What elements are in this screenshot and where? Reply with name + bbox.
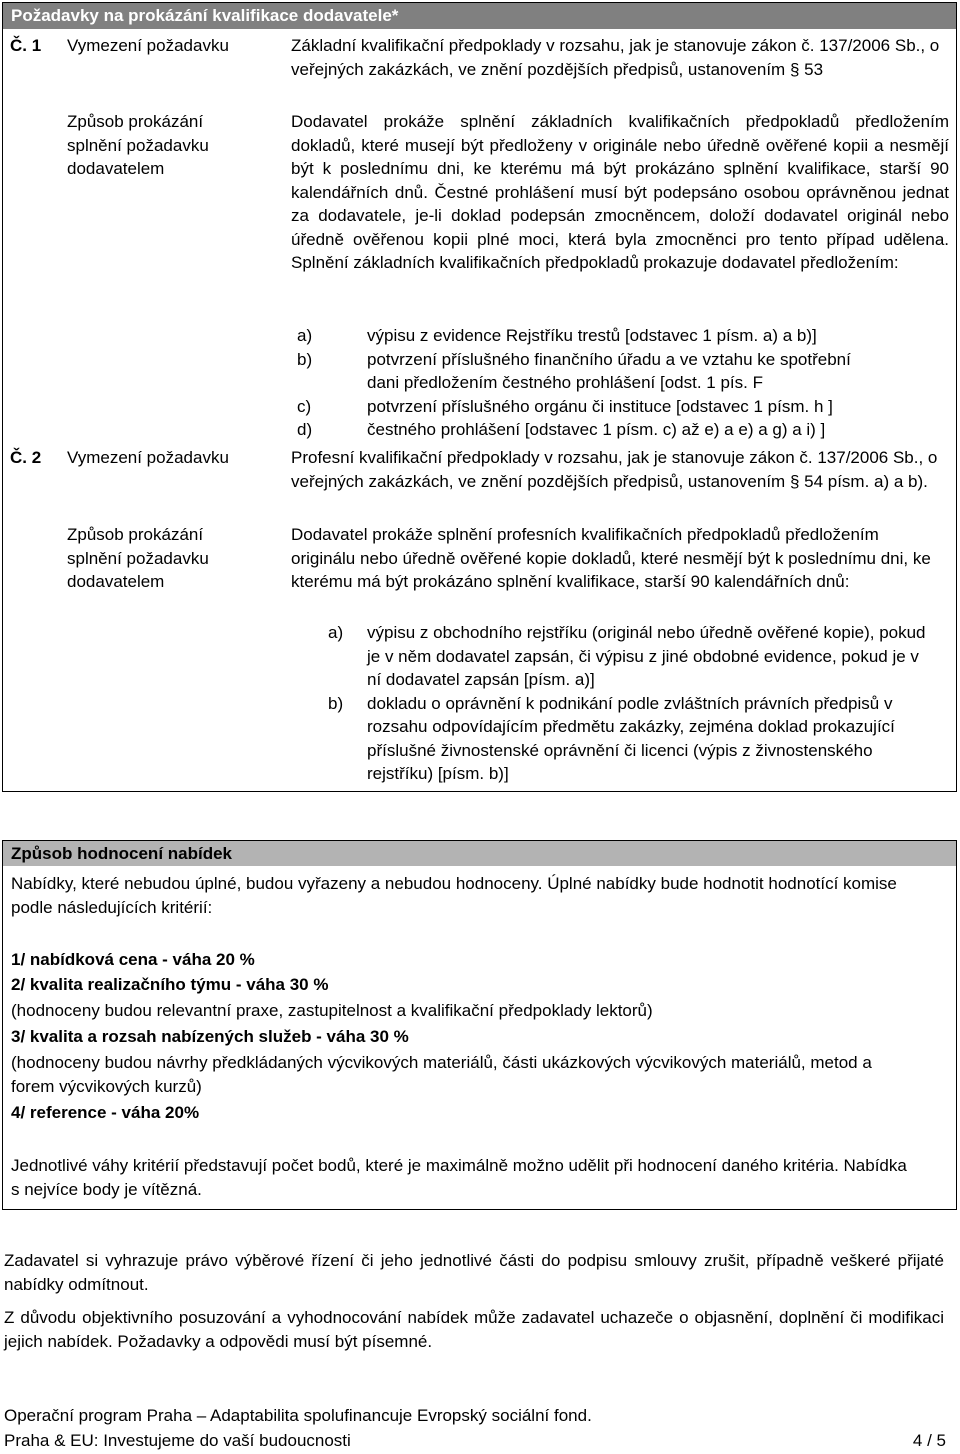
list-item-letter: a)	[297, 326, 313, 345]
list-item-text: dokladu o oprávnění k podnikání podle zvláštních právních předpisů v rozsahu odpovídajícím předmětu zakázky, zejména doklad prokazující příslušné živnostenské oprávnění či licenci (výpis z živnostenského rejstříku) [písm. b)]	[367, 693, 895, 783]
paragraph-clarification: Z důvodu objektivního posuzování a vyhodnocování nabídek může zadavatel uchazeče o objasnění, doplnění či modifikaci jejich nabídek. Požadavky a odpovědi musí být písemné.	[4, 1308, 944, 1351]
paragraph-cancel-right: Zadavatel si vyhrazuje právo výběrové řízení či jeho jednotlivé části do podpisu smlouvy zrušit, případně veškeré přijaté nabídky odmítnout.	[4, 1251, 944, 1294]
section-1-body: Dodavatel prokáže splnění základních kvalifikačních předpokladů předložením dokladů, které musejí být předloženy v originále nebo úředně ověřené kopii a nesmějí být k poslednímu dni, ke kterému má být prokázáno splnění kvalifikace, starší 90 kalendářních dnů. Čestné prohlášení musí být podepsáno osobou oprávněnou jednat za dodavatele, je-li doklad podepsán zmocněncem, doloží dodavatel originál nebo úředně ověřenou kopii plné moci, která byla zmocněnci pro tento případ udělena. Splnění základních kvalifikačních předpokladů prokazuje dodavatel předložením:	[291, 112, 949, 272]
list-item-letter: b)	[297, 349, 313, 369]
section-1-label: Č. 1	[10, 36, 42, 55]
criterion-1: 1/ nabídková cena - váha 20 %	[11, 950, 255, 969]
list-item-text: výpisu z obchodního rejstříku (originál nebo úředně ověřené kopie), pokud je v něm dodavatel zapsán, či výpisu z jiné obdobné evidence, pokud je v ní dodavatel zapsán [písm. a)]	[367, 623, 926, 689]
section-2-label: Č. 2	[10, 448, 42, 467]
section-2-zpusob-label: Způsob prokázání splnění požadavku dodavatelem	[67, 525, 209, 591]
list-item	[328, 692, 928, 786]
list-item-letter: d)	[297, 420, 313, 439]
list-item	[297, 395, 951, 419]
criterion-2: 2/ kvalita realizačního týmu - váha 30 %	[11, 975, 329, 994]
list-item-text: potvrzení příslušného orgánu či instituce [odstavec 1 písm. h ]	[367, 396, 833, 416]
list-item	[328, 621, 928, 692]
page-number: 4 / 5	[912, 1431, 946, 1450]
list-item-letter: b)	[328, 693, 344, 713]
section-2-vymezeni-label: Vymezení požadavku	[67, 448, 229, 467]
section-1-list	[297, 324, 951, 442]
list-item	[297, 324, 951, 348]
criterion-3-note: (hodnoceny budou návrhy předkládaných výcvikových materiálů, části ukázkových výcvikových materiálů, metod a forem výcvikových kurzů)	[11, 1053, 872, 1096]
evaluation-outro: Jednotlivé váhy kritérií představují počet bodů, které je maximálně možno udělit při hodnocení daného kritéria. Nabídka s nejvíce body je vítězná.	[11, 1156, 907, 1199]
list-item-text: čestného prohlášení [odstavec 1 písm. c) až e) a e) a g) a i) ]	[367, 420, 826, 439]
section-2-list	[328, 621, 928, 786]
list-item	[297, 348, 951, 395]
section-2-vymezeni-text: Profesní kvalifikační předpoklady v rozsahu, jak je stanovuje zákon č. 137/2006 Sb., o veřejných zakázkách, ve znění pozdějších předpisů, ustanovením § 54 písm. a) a b).	[291, 448, 938, 491]
qualification-header: Požadavky na prokázání kvalifikace dodavatele*	[3, 3, 956, 29]
footer-slogan: Praha & EU: Investujeme do vaší budoucnosti	[4, 1431, 351, 1450]
section-1-zpusob-label: Způsob prokázání splnění požadavku dodavatelem	[67, 112, 209, 178]
criterion-3: 3/ kvalita a rozsah nabízených služeb - váha 30 %	[11, 1027, 409, 1046]
evaluation-header: Způsob hodnocení nabídek	[3, 841, 956, 866]
list-item-text: potvrzení příslušného finančního úřadu a ve vztahu ke spotřební dani předložením čestného prohlášení [odst. 1 pís. F	[367, 349, 851, 392]
footer-funding-note: Operační program Praha – Adaptabilita spolufinancuje Evropský sociální fond.	[4, 1406, 592, 1425]
section-1-vymezeni-text: Základní kvalifikační předpoklady v rozsahu, jak je stanovuje zákon č. 137/2006 Sb., o veřejných zakázkách, ve znění pozdějších předpisů, ustanovením § 53	[291, 36, 940, 79]
list-item-letter: c)	[297, 396, 312, 416]
criterion-4: 4/ reference - váha 20%	[11, 1103, 200, 1122]
list-item	[297, 418, 951, 442]
section-2-body: Dodavatel prokáže splnění profesních kvalifikačních předpokladů předložením originálu nebo úředně ověřené kopie dokladů, které nesmějí být k poslednímu dni, ke kterému má být prokázáno splnění kvalifikace, starší 90 kalendářních dnů:	[291, 525, 931, 591]
list-item-letter: a)	[328, 623, 344, 642]
criterion-2-note: (hodnoceny budou relevantní praxe, zastupitelnost a kvalifikační předpoklady lektorů)	[11, 1001, 653, 1020]
list-item-text: výpisu z evidence Rejstříku trestů [odstavec 1 písm. a) a b)]	[367, 326, 817, 345]
evaluation-intro: Nabídky, které nebudou úplné, budou vyřazeny a nebudou hodnoceny. Úplné nabídky bude hodnotit hodnotící komise podle následujících kritérií:	[11, 874, 897, 917]
section-1-vymezeni-label: Vymezení požadavku	[67, 36, 229, 55]
